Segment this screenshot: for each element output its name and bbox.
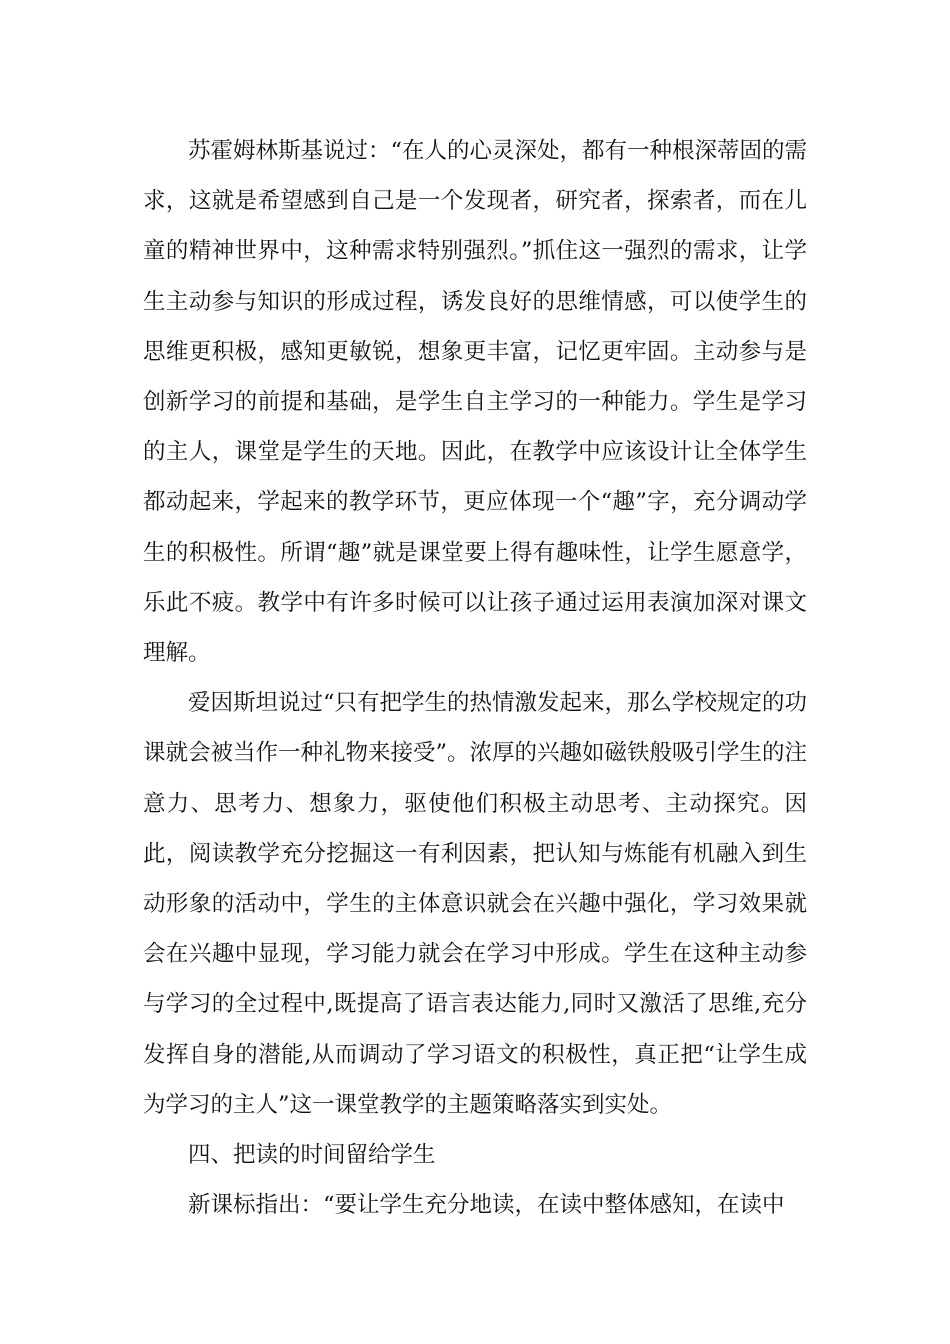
section-heading-four: 四、把读的时间留给学生: [188, 1142, 436, 1169]
paragraph-new-curriculum: 新课标指出：“要让学生充分地读，在读中整体感知，在读中: [188, 1192, 785, 1219]
paragraph-suhomlinsky: 苏霍姆林斯基说过：“在人的心灵深处，都有一种根深蒂固的需求，这就是希望感到自己是一个发现者，研究者，探索者，而在儿童的精神世界中，这种需求特别强烈。”抓住这一强烈的需求，让学生主动参与知识的形成过程，诱发良好的思维情感，可以使学生的思维更积极，感知更敏锐，想象更丰富，记忆更牢固。主动参与是创新学习的前提和基础，是学生自主学习的一种能力。学生是学习的主人，课堂是学生的天地。因此，在教学中应该设计让全体学生都动起来，学起来的教学环节，更应体现一个“趣”字，充分调动学生的积极性。所谓“趣”就是课堂要上得有趣味性，让学生愿意学，乐此不疲。教学中有许多时候可以让孩子通过运用表演加深对课文理解。: [143, 138, 808, 667]
document-body: [143, 126, 807, 1230]
paragraph-einstein: 爱因斯坦说过“只有把学生的热情激发起来，那么学校规定的功课就会被当作一种礼物来接受”。浓厚的兴趣如磁铁般吸引学生的注意力、思考力、想象力，驱使他们积极主动思考、主动探究。因此，阅读教学充分挖掘这一有利因素，把认知与炼能有机融入到生动形象的活动中，学生的主体意识就会在兴趣中强化，学习效果就会在兴趣中显现，学习能力就会在学习中形成。学生在这种主动参与学习的全过程中,既提高了语言表达能力,同时又激活了思维,充分发挥自身的潜能,从而调动了学习语文的积极性，真正把“让学生成为学习的主人”这一课堂教学的主题策略落实到实处。: [143, 690, 808, 1118]
